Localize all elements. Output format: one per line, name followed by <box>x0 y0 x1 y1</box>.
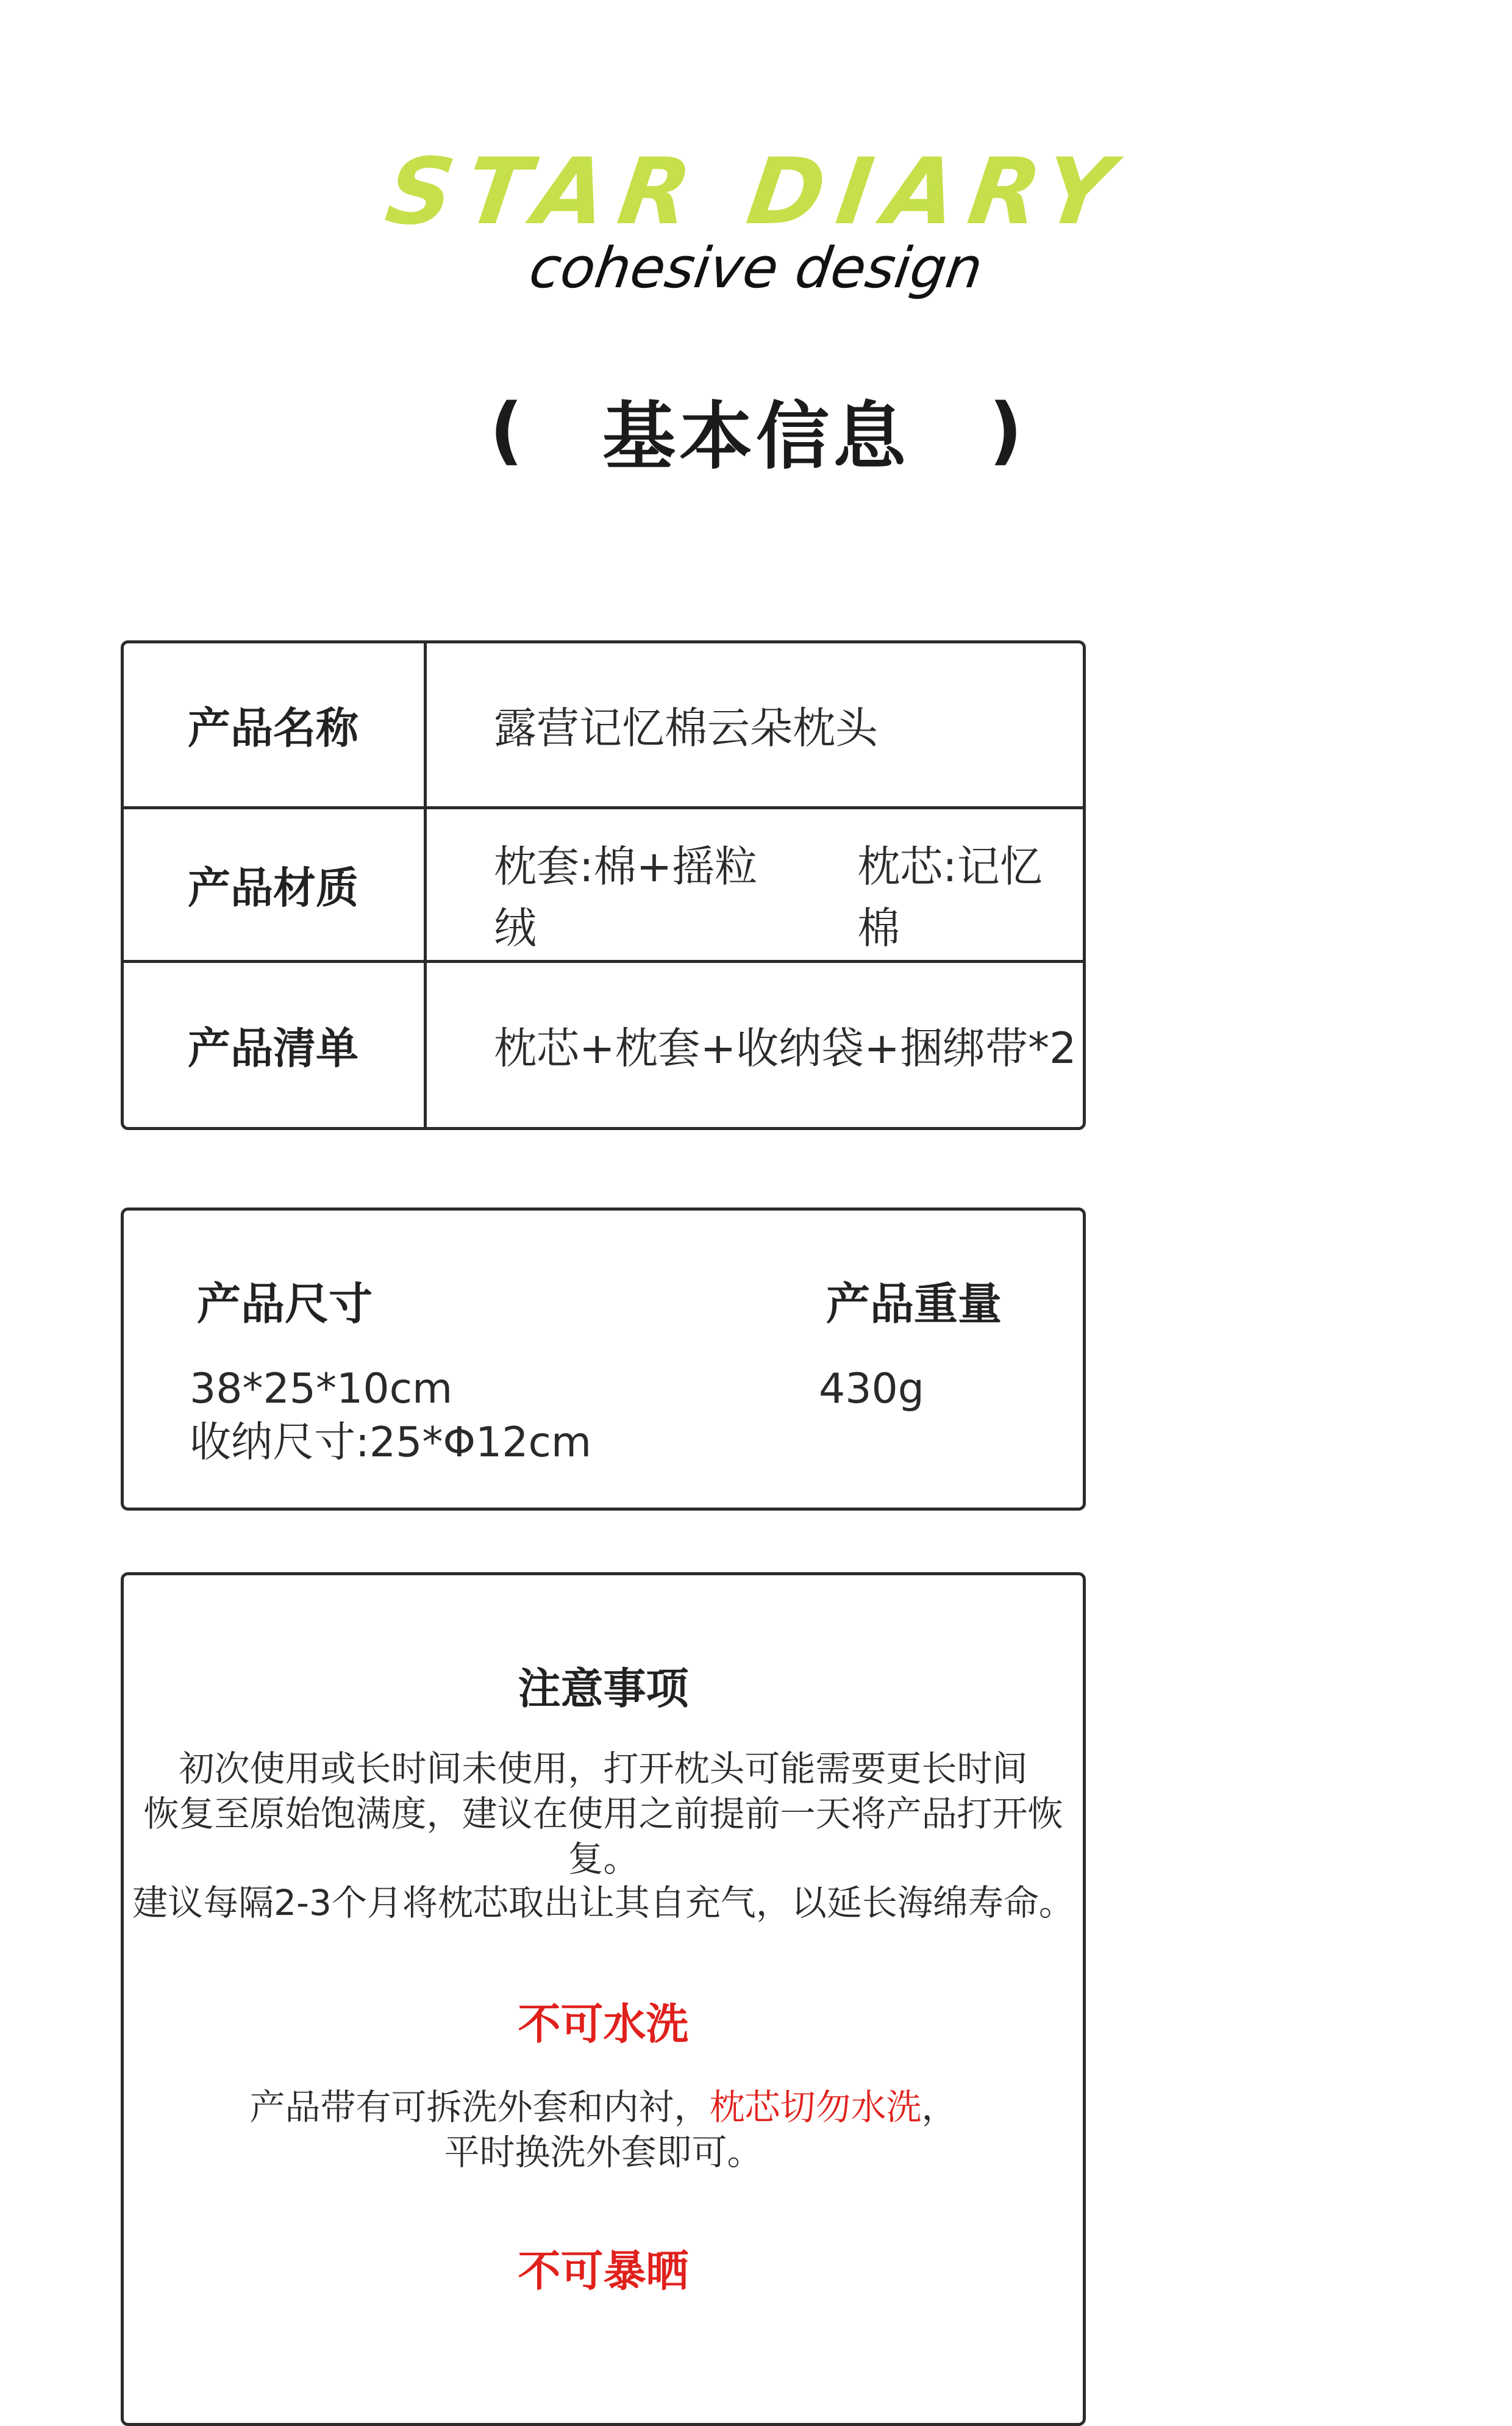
warning-no-wash-title: 不可水洗 <box>518 1999 689 2049</box>
size-label: 产品尺寸 <box>197 1278 373 1329</box>
row-value: 枕芯+枕套+收纳袋+捆绑带*2 <box>494 1023 1077 1073</box>
row-value: 露营记忆棉云朵枕头 <box>494 703 878 753</box>
notice-paragraph-2: 建议每隔2-3个月将枕芯取出让其自充气，以延长海绵寿命。 <box>132 1882 1074 1923</box>
material-core: 枕芯:记忆棉 <box>857 841 1043 953</box>
brand-title: STAR DIARY <box>380 139 1132 245</box>
product-info-table <box>121 640 1086 1130</box>
notice-paragraph-1 <box>124 1746 1083 1881</box>
warning-no-sun-title: 不可暴晒 <box>518 2246 689 2296</box>
heading-text: 基本信息 <box>602 395 910 479</box>
size-line-1: 38*25*10cm <box>190 1365 453 1413</box>
section-heading <box>0 378 1512 483</box>
warning-text-part: ， <box>921 2086 957 2128</box>
brand-subtitle: cohesive design <box>526 235 986 301</box>
weight-spec <box>819 1268 1002 1416</box>
notice-line: 初次使用或长时间未使用，打开枕头可能需要更长时间 <box>179 1748 1028 1789</box>
size-value <box>190 1362 591 1470</box>
heading-close-paren: ) <box>989 388 1022 473</box>
size-spec <box>190 1268 591 1470</box>
table-row <box>124 643 1083 809</box>
warning-no-wash-text <box>124 2084 1083 2175</box>
brand-logo <box>0 139 1512 301</box>
notice-box <box>121 1572 1086 2426</box>
notice-line: 平时换洗外套即可。 <box>444 2131 763 2173</box>
weight-label: 产品重量 <box>826 1278 1002 1329</box>
spec-box <box>121 1208 1086 1511</box>
row-label: 产品名称 <box>124 643 427 806</box>
row-label: 产品材质 <box>124 809 427 960</box>
notice-line: 恢复至原始饱满度，建议在使用之前提前一天将产品打开恢复。 <box>143 1793 1063 1880</box>
heading-open-paren: ( <box>490 388 523 473</box>
notice-title: 注意事项 <box>518 1664 689 1714</box>
size-line-2: 收纳尺寸:25*Φ12cm <box>190 1419 592 1467</box>
notice-line <box>124 2084 1083 2130</box>
weight-value: 430g <box>819 1365 924 1413</box>
warning-text-part: 产品带有可拆洗外套和内衬， <box>249 2086 710 2128</box>
table-row <box>124 809 1083 963</box>
warning-highlight: 枕芯切勿水洗 <box>709 2086 922 2128</box>
table-row <box>124 963 1083 1127</box>
row-label: 产品清单 <box>124 963 427 1127</box>
row-value <box>427 809 1083 960</box>
material-cover: 枕套:棉+摇粒绒 <box>494 841 758 953</box>
